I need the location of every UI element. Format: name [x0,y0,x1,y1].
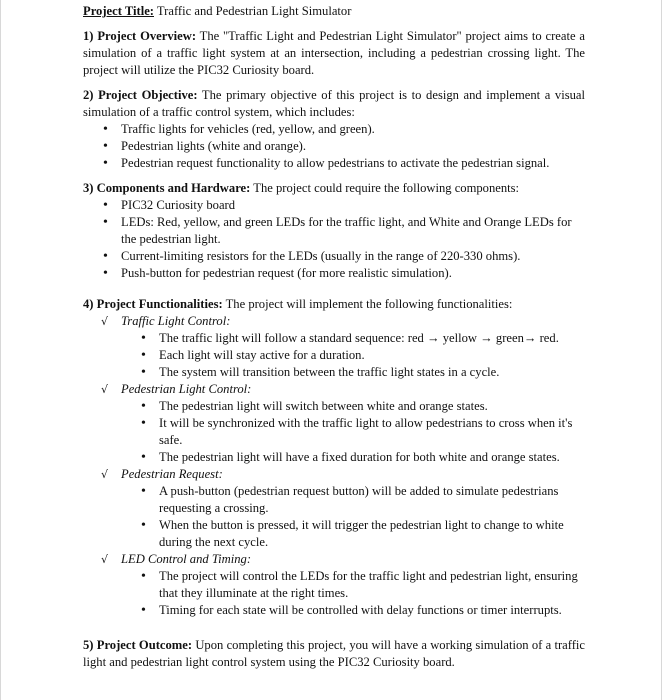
objective-item: • Pedestrian lights (white and orange). [103,138,585,155]
project-title-text: Traffic and Pedestrian Light Simulator [154,4,352,18]
functionality-group-pedestrian-light [101,381,585,466]
section-objective [83,87,585,172]
component-item: • PIC32 Curiosity board [103,197,585,214]
objective-heading: 2) Project Objective: [83,88,198,102]
objective-paragraph [83,87,585,121]
components-list [83,197,585,282]
group-item: • Timing for each state will be controlled with delay functions or timer interrupts. [141,602,585,619]
overview-text: The "Traffic Light and Pedestrian Light Simulator" project aims to create a simulation of a traffic light system at an intersection, including a pedestrian crossing light. The project will utilize the PIC32 Curiosity board. [83,29,585,77]
group-title: Pedestrian Request: [121,467,223,481]
overview-paragraph [83,28,585,79]
group-item: • A push-button (pedestrian request button) will be added to simulate pedestrians requesting a crossing. [141,483,585,517]
section-functionalities [83,296,585,619]
group-item: • The traffic light will follow a standard sequence: red → yellow → green→ red. [141,330,585,347]
check-icon: √ [101,468,109,481]
check-icon: √ [101,383,109,396]
group-title: LED Control and Timing: [121,552,252,566]
components-heading: 3) Components and Hardware: [83,181,251,195]
group-item: • The project will control the LEDs for the traffic light and pedestrian light, ensuring that they illuminate at the right times. [141,568,585,602]
component-item: • LEDs: Red, yellow, and green LEDs for the traffic light, and White and Orange LEDs for the pedestrian light. [103,214,585,248]
group-title: Pedestrian Light Control: [121,382,252,396]
functionalities-heading: 4) Project Functionalities: [83,297,223,311]
objective-text: The primary objective of this project is to design and implement a visual simulation of a traffic control system, which includes: [83,88,586,119]
functionality-group-traffic-light [101,313,585,381]
components-paragraph [83,180,585,197]
objective-list [83,121,585,172]
group-items [121,568,585,619]
functionalities-groups [83,313,585,619]
section-overview [83,28,585,79]
check-icon: √ [101,553,109,566]
group-item: • The pedestrian light will have a fixed duration for both white and orange states. [141,449,585,466]
outcome-paragraph [83,637,585,671]
component-item: • Push-button for pedestrian request (for more realistic simulation). [103,265,585,282]
outcome-heading: 5) Project Outcome: [83,638,193,652]
check-icon: √ [101,315,109,328]
group-item: • Each light will stay active for a duration. [141,347,585,364]
group-item: • The pedestrian light will switch between white and orange states. [141,398,585,415]
objective-item: • Pedestrian request functionality to allow pedestrians to activate the pedestrian signal. [103,155,585,172]
components-text: The project could require the following components: [250,181,520,195]
group-items [121,483,585,551]
group-item: • When the button is pressed, it will trigger the pedestrian light to change to white during the next cycle. [141,517,585,551]
functionality-group-pedestrian-request [101,466,585,551]
group-items [121,330,585,381]
functionalities-paragraph [83,296,585,313]
outcome-text: Upon completing this project, you will have a working simulation of a traffic light and pedestrian light control system using the PIC32 Curiosity board. [83,638,585,669]
objective-item: • Traffic lights for vehicles (red, yellow, and green). [103,121,585,138]
functionality-group-led-control [101,551,585,619]
component-item: • Current-limiting resistors for the LEDs (usually in the range of 220-330 ohms). [103,248,585,265]
group-items [121,398,585,466]
group-item: • It will be synchronized with the traffic light to allow pedestrians to cross when it's safe. [141,415,585,449]
section-outcome [83,637,585,671]
section-components [83,180,585,282]
group-item: • The system will transition between the traffic light states in a cycle. [141,364,585,381]
overview-heading: 1) Project Overview: [83,29,197,43]
functionalities-text: The project will implement the following functionalities: [222,297,513,311]
project-title-label: Project Title: [83,4,154,18]
project-title [83,3,585,20]
group-title: Traffic Light Control: [121,314,231,328]
